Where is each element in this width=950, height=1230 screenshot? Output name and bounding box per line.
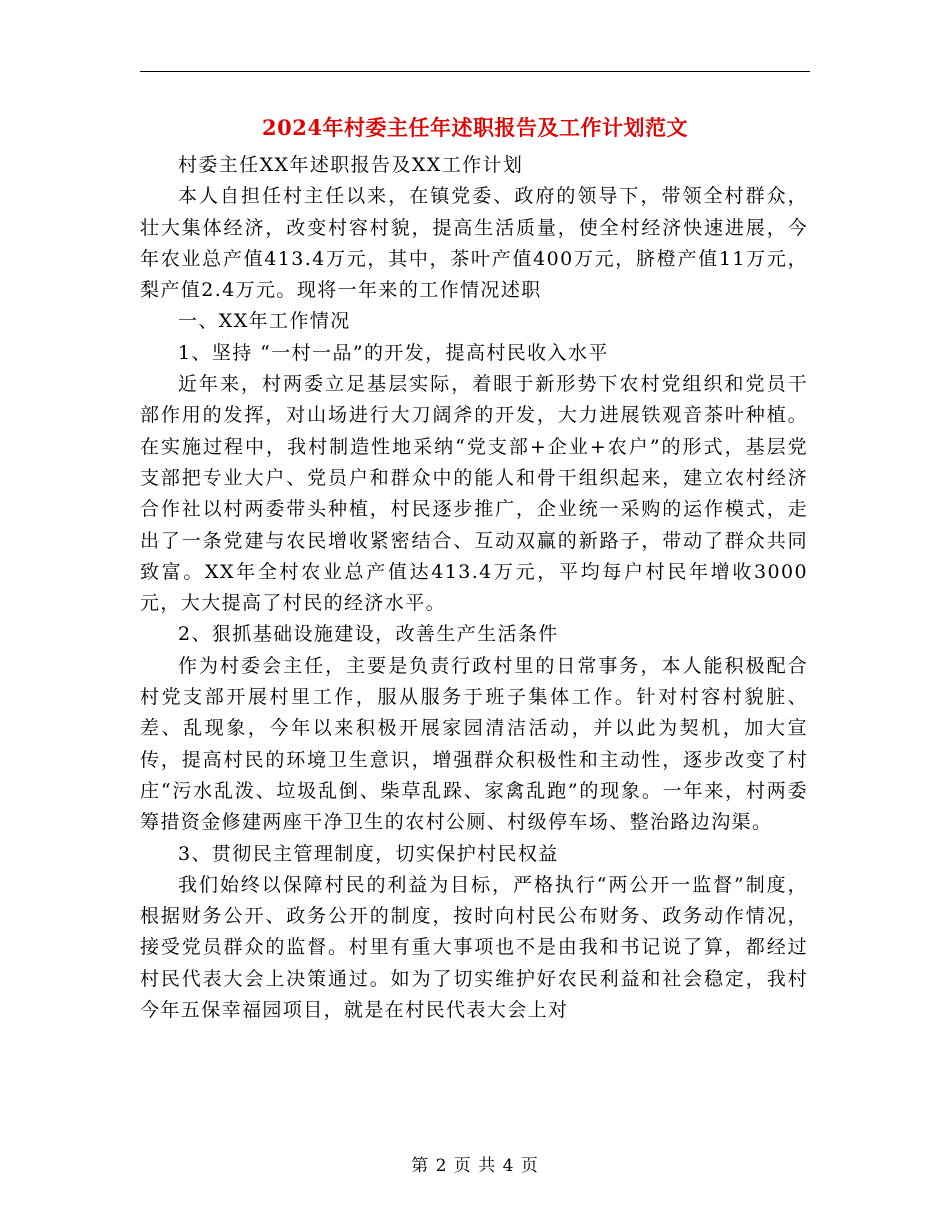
section-heading: 一、XX年工作情况 xyxy=(178,310,351,333)
intro-paragraph: 本人自担任村主任以来，在镇党委、政府的领导下，带领全村群众，壮大集体经济，改变村容村貌，提高生活质量，使全村经济快速进展，今年农业总产值413.4万元，其中，茶叶产值400万元，脐橙产值11万元，梨产值2.4万元。现将一年来的工作情况述职 xyxy=(140,185,808,302)
body-paragraph-3: 我们始终以保障村民的利益为目标，严格执行“两公开一监督”制度，根据财务公开、政务公开的制度，按时向村民公布财务、政务动作情况，接受党员群众的监督。村里有重大事项也不是由我和书记说了算，都经过村民代表大会上决策通过。如为了切实维护好农民利益和社会稳定，我村今年五保幸福园项目，就是在村民代表大会上对 xyxy=(140,873,808,1022)
subsection-heading-2: 2、狠抓基础设施建设，改善生产生活条件 xyxy=(178,623,559,646)
body-paragraph-1: 近年来，村两委立足基层实际，着眼于新形势下农村党组织和党员干部作用的发挥，对山场进行大刀阔斧的开发，大力进展铁观音茶叶种植。在实施过程中，我村制造性地采纳“党支部+企业+农户”的形式，基层党支部把专业大户、党员户和群众中的能人和骨干组织起来，建立农村经济合作社以村两委带头种植，村民逐步推广，企业统一采购的运作模式，走出了一条党建与农民增收紧密结合、互动双赢的新路子，带动了群众共同致富。XX年全村农业总产值达413.4万元，平均每户村民年增收3000元，大大提高了村民的经济水平。 xyxy=(140,373,808,615)
subsection-heading-3: 3、贯彻民主管理制度，切实保护村民权益 xyxy=(178,842,559,865)
document-body xyxy=(140,150,808,1026)
subtitle-paragraph: 村委主任XX年述职报告及XX工作计划 xyxy=(178,154,524,176)
header-rule xyxy=(140,71,810,72)
document-title: 2024年村委主任年述职报告及工作计划范文 xyxy=(262,115,688,140)
page-number-footer: 第 2 页 共 4 页 xyxy=(411,1156,539,1176)
subsection-heading-1: 1、坚持 “一村一品”的开发，提高村民收入水平 xyxy=(178,341,609,364)
body-paragraph-2: 作为村委会主任，主要是负责行政村里的日常事务，本人能积极配合村党支部开展村里工作，服从服务于班子集体工作。针对村容村貌脏、差、乱现象，今年以来积极开展家园清洁活动，并以此为契机，加大宣传，提高村民的环境卫生意识，增强群众积极性和主动性，逐步改变了村庄“污水乱泼、垃圾乱倒、柴草乱跺、家禽乱跑”的现象。一年来，村两委筹措资金修建两座干净卫生的农村公厕、村级停车场、整治路边沟渠。 xyxy=(140,654,808,834)
